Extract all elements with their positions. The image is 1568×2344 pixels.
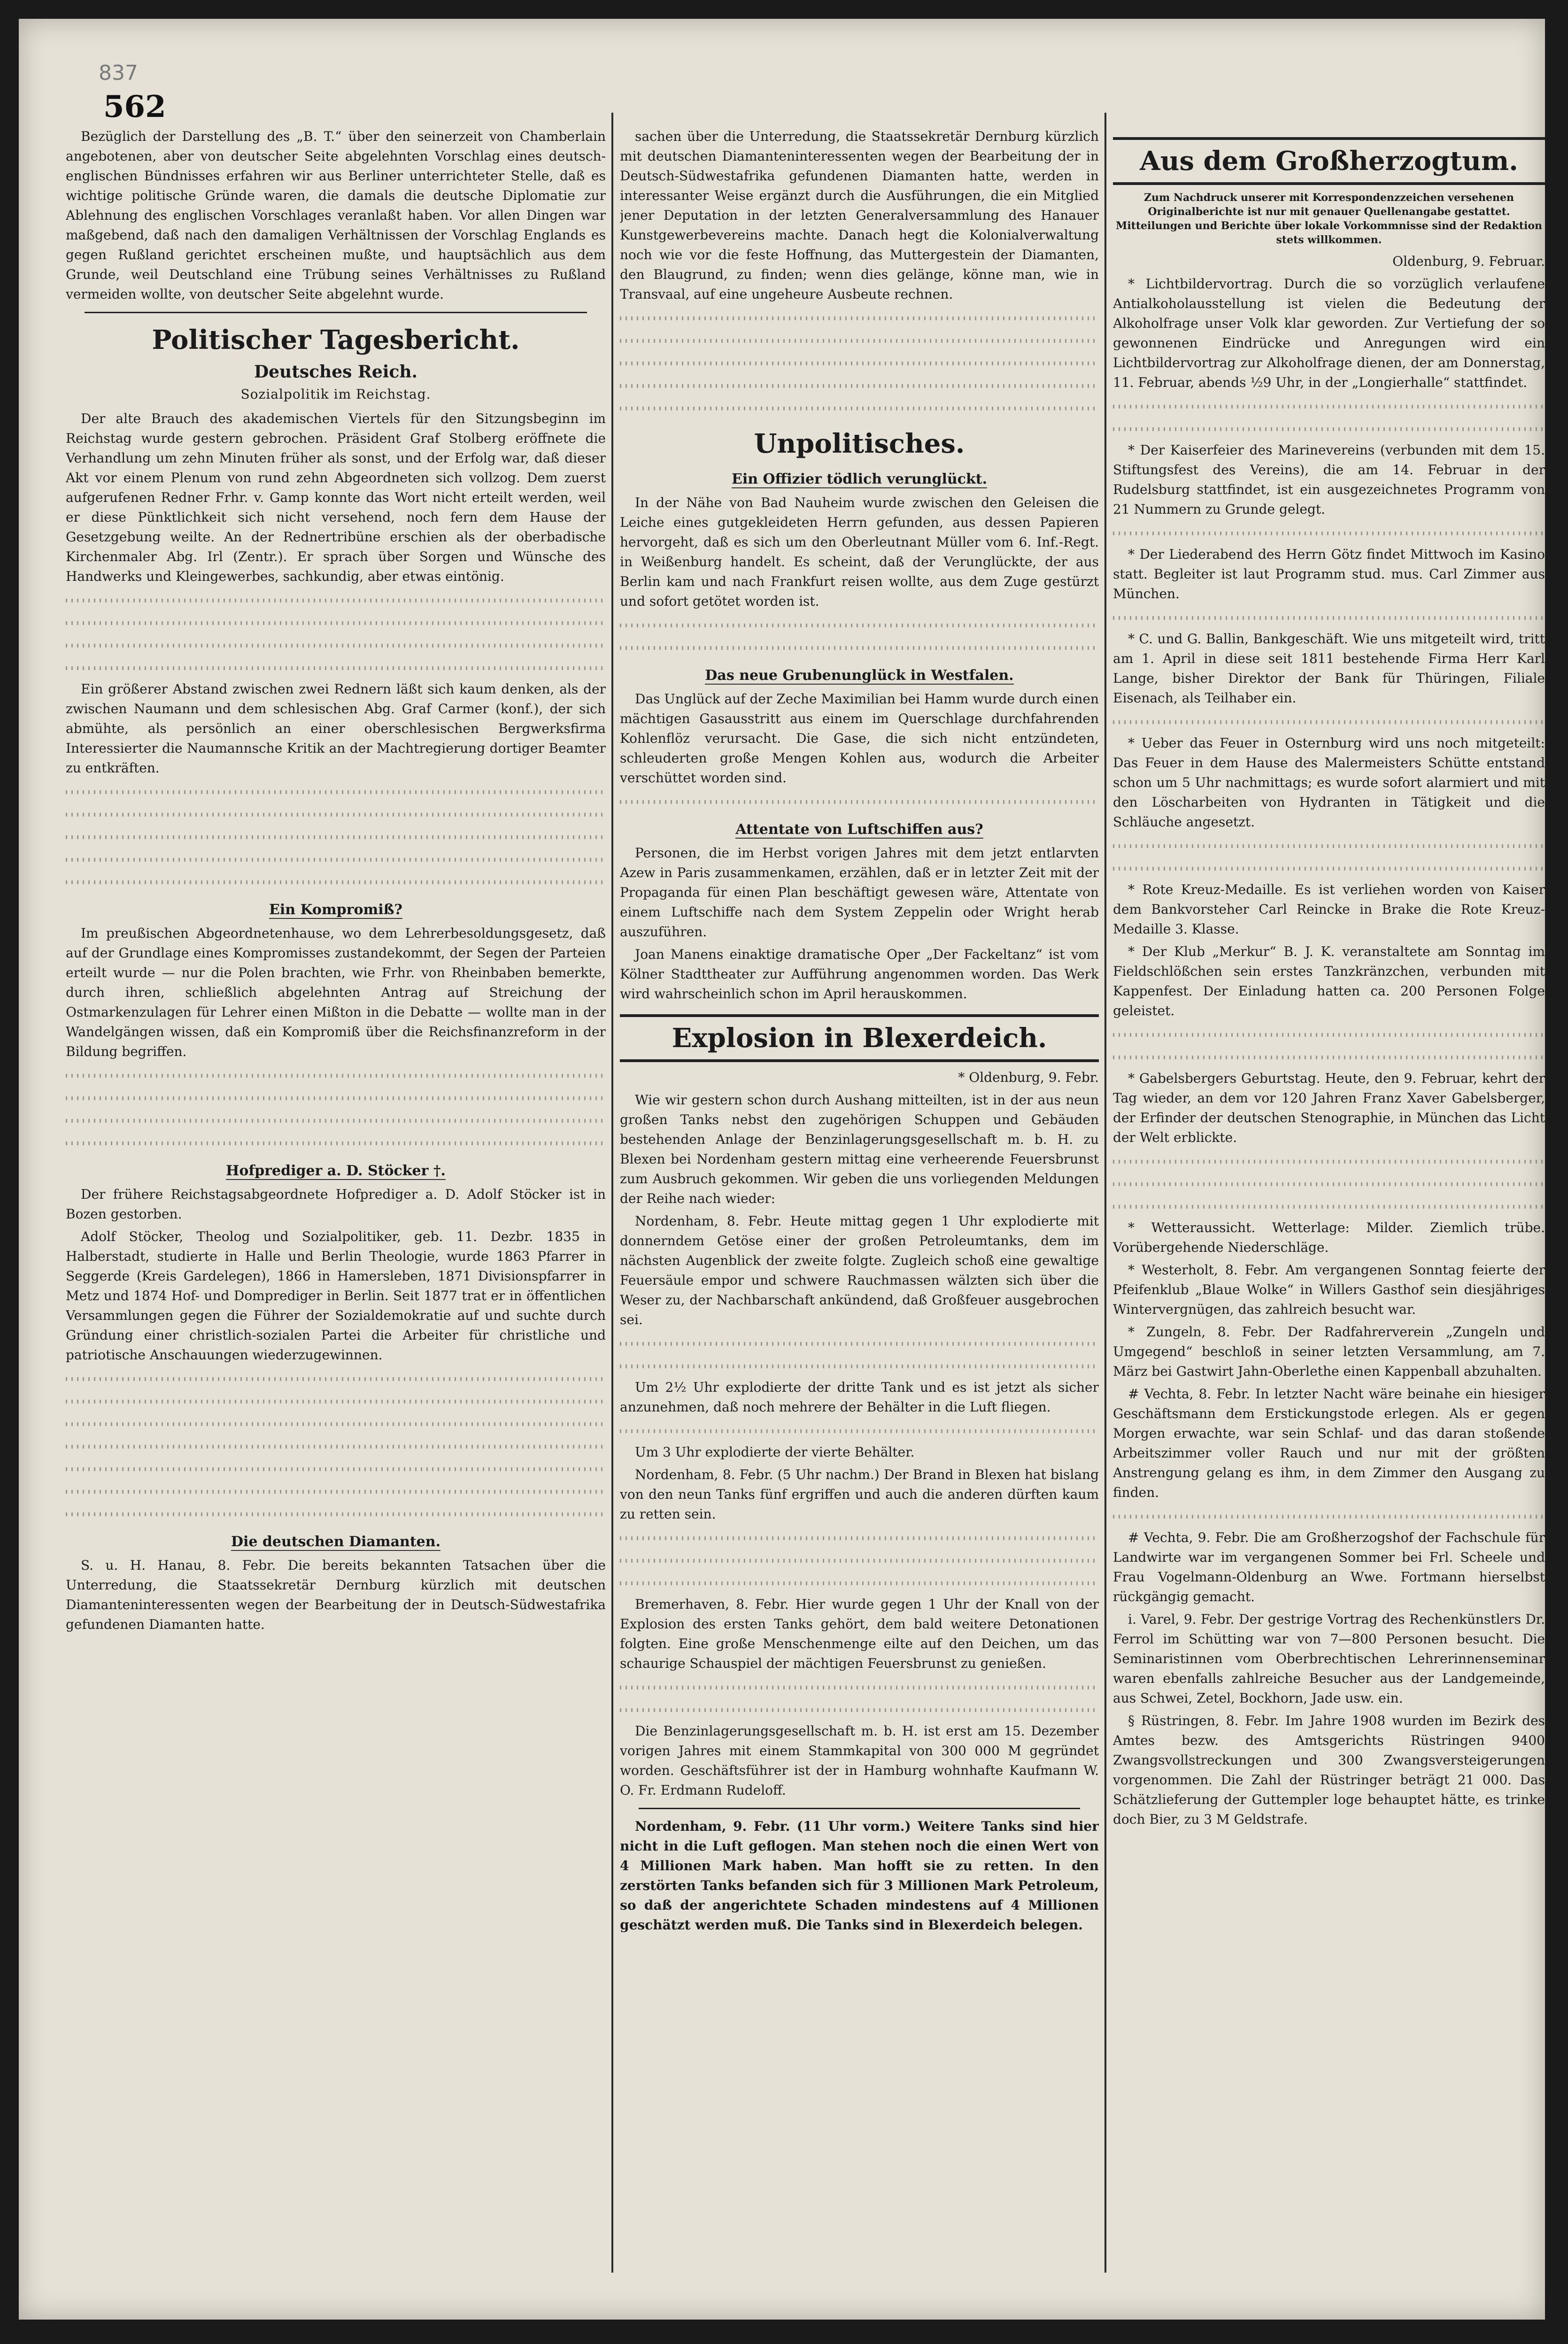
illegible-text	[620, 1676, 1099, 1696]
article-paragraph: * Rote Kreuz-Medaille. Es ist verliehen worden von Kaiser dem Bankvorsteher Carl Reincke in Brake die Rote Kreuz-Medaille 3. Klasse.	[1113, 882, 1545, 937]
illegible-text	[620, 1550, 1099, 1569]
column-left	[66, 127, 606, 2282]
illegible-text	[66, 1368, 606, 1388]
illegible-text	[66, 1435, 606, 1455]
illegible-text	[620, 637, 1099, 656]
illegible-text	[66, 634, 606, 654]
dateline: * Oldenburg, 9. Febr.	[958, 1070, 1099, 1085]
article-paragraph: * Zungeln, 8. Febr. Der Radfahrerverein „Zungeln und Umgegend“ beschloß in seiner letzten Versammlung, am 7. März bei Gastwirt Jahn-Oberlethe einen Kappenball abzuhalten.	[1113, 1324, 1545, 1379]
section-heading: Politischer Tagesbericht.	[152, 324, 520, 355]
newspaper-page	[19, 19, 1545, 2320]
illegible-text	[66, 848, 606, 868]
illegible-text	[620, 307, 1099, 327]
reprint-note: Zum Nachdruck unserer mit Korrespondenzzeichen versehenen Originalberichte ist nur mit genauer Quellenangabe gestattet. Mitteilungen und Berichte über lokale Vorkommnisse sind der Redaktion stets willkommen.	[1115, 192, 1543, 246]
article-paragraph: Nordenham, 8. Febr. Heute mittag gegen 1 Uhr explodierte mit donnerndem Getöse einer der großen Petroleumtanks, dem im nächsten Augenblick der zweite folgte. Zugleich schoß eine gewaltige Feuersäule empor und schwere Rauchmassen wälzten sich über die Weser zu, der Nachbarschaft ankündend, daß Großfeuer ausgebrochen sei.	[620, 1213, 1099, 1327]
illegible-text	[1113, 1173, 1545, 1193]
article-paragraph: Ein größerer Abstand zwischen zwei Rednern läßt sich kaum denken, als der zwischen Naumann und dem schlesischen Abg. Graf Carmer (konf.), der sich abmühte, als persönlich an einer oberschlesischen Bergwerksfirma Interessierter die Naumannsche Kritik an der Machtregierung dortiger Beamter zu entkräften.	[66, 681, 606, 776]
illegible-text	[620, 1572, 1099, 1592]
illegible-text	[66, 612, 606, 632]
article-paragraph: # Vechta, 8. Febr. In letzter Nacht wäre beinahe ein hiesiger Geschäftsmann dem Erstickungstode erlegen. Als er gegen Morgen erwachte, war sein Schlaf- und das daran stoßende Arbeitszimmer voller Rauch und nur mit der größten Anstrengung gelang es ihm, in dem Zimmer den Ausgang zu finden.	[1113, 1386, 1545, 1500]
article-paragraph: sachen über die Unterredung, die Staatssekretär Dernburg kürzlich mit deutschen Diamanteninteressenten wegen der Bearbeitung der in Deutsch-Südwestafrika gefundenen Diamanten hatte, werden in interessanter Weise ergänzt durch die Ausführungen, die ein Mitglied jener Deputation in der letzten Generalversammlung des Hanauer Kunstgewerbevereins machte. Danach hegt die Kolonialverwaltung noch wie vor die feste Hoffnung, das Muttergestein der Diamanten, den Blaugrund, zu finden; wenn dies gelänge, könne man, wie in Transvaal, auf eine ungeheure Ausbeute rechnen.	[620, 129, 1099, 302]
divider	[85, 312, 587, 313]
article-paragraph: * Gabelsbergers Geburtstag. Heute, den 9. Februar, kehrt der Tag wieder, an dem vor 120 Jahren Franz Xaver Gabelsberger, der Erfinder der deutschen Stenographie, in München das Licht der Welt erblickte.	[1113, 1071, 1545, 1145]
illegible-text	[620, 352, 1099, 372]
illegible-text	[620, 1355, 1099, 1375]
illegible-text	[1113, 1505, 1545, 1525]
article-paragraph: § Rüstringen, 8. Febr. Im Jahre 1908 wurden im Bezirk des Amtes bezw. des Amtsgerichts Rüstringen 9400 Zwangsvollstreckungen und 300 Zwangsversteigerungen vorgenommen. Die Zahl der Rüstringer beträgt 21 000. Das Schätzlieferung der Guttempler loge behauptet hätte, es trinke doch Bier, zu 3 M Geldstrafe.	[1113, 1713, 1545, 1827]
column-middle	[620, 127, 1099, 2282]
article-paragraph: * C. und G. Ballin, Bankgeschäft. Wie uns mitgeteilt wird, tritt am 1. April in diese seit 1811 bestehende Firma Herr Karl Lange, bisher Direktor der Bank für Thüringen, Filiale Eisenach, als Teilhaber ein.	[1113, 631, 1545, 706]
illegible-text	[620, 1699, 1099, 1719]
section-heading: Aus dem Großherzogtum.	[1113, 137, 1545, 185]
illegible-text	[66, 1390, 606, 1410]
column-rule	[611, 113, 613, 2273]
article-paragraph: Um 2½ Uhr explodierte der dritte Tank und es ist jetzt als sicher anzunehmen, daß noch mehrere der Behälter in die Luft fliegen.	[620, 1380, 1099, 1415]
column-right	[1113, 127, 1545, 2282]
divider	[639, 1808, 1080, 1809]
article-paragraph: Die Benzinlagerungsgesellschaft m. b. H. ist erst am 15. Dezember vorigen Jahres mit einem Stammkapital von 300 000 M gegründet worden. Geschäftsführer ist der in Hamburg wohnhafte Kaufmann W. O. Fr. Erdmann Rudeloff.	[620, 1723, 1099, 1798]
article-title	[620, 666, 1099, 686]
illegible-text	[66, 1132, 606, 1152]
illegible-text	[620, 1333, 1099, 1352]
pencil-mark: 837	[99, 61, 138, 85]
illegible-text	[66, 1087, 606, 1107]
article-paragraph: * Der Liederabend des Herrn Götz findet Mittwoch im Kasino statt. Begleiter ist laut Programm stud. mus. Carl Zimmer aus München.	[1113, 547, 1545, 601]
article-paragraph: Wie wir gestern schon durch Aushang mitteilten, ist in der aus neun großen Tanks nebst den zugehörigen Schuppen und Gebäuden bestehenden Anlage der Benzinlagerungsgesellschaft m. b. H. zu Blexen bei Nordenham gestern mittag eine verheerende Feuersbrunst zum Ausbruch gekommen. Wir geben die uns vorliegenden Meldungen der Reihe nach wieder:	[620, 1092, 1099, 1206]
article-paragraph: * Lichtbildervortrag. Durch die so vorzüglich verlaufene Antialkoholausstellung ist vielen die Bedeutung der Alkoholfrage unser Volk klar geworden. Zur Vertiefung der so gewonnenen Eindrücke und Anregungen wird ein Lichtbildervortrag zur Alkoholfrage dienen, der am Donnerstag, 11. Februar, abends ½9 Uhr, in der „Longierhalle“ stattfindet.	[1113, 276, 1545, 390]
article-title	[620, 820, 1099, 840]
illegible-text	[66, 781, 606, 801]
illegible-text	[66, 589, 606, 609]
illegible-text	[620, 791, 1099, 810]
article-paragraph: * Wetteraussicht. Wetterlage: Milder. Ziemlich trübe. Vorübergehende Niederschläge.	[1113, 1220, 1545, 1255]
illegible-text	[620, 397, 1099, 417]
article-paragraph: * Westerholt, 8. Febr. Am vergangenen Sonntag feierte der Pfeifenklub „Blaue Wolke“ in Willers Gasthof sein diesjähriges Wintervergnügen, das zahlreich besucht war.	[1113, 1262, 1545, 1317]
article-title	[620, 470, 1099, 489]
article-title-text: Das neue Grubenunglück in Westfalen.	[705, 667, 1014, 684]
section-heading: Unpolitisches.	[754, 428, 965, 459]
section-subheading: Deutsches Reich.	[254, 362, 418, 382]
illegible-text	[1113, 395, 1545, 415]
illegible-text	[66, 803, 606, 823]
article-title-text: Ein Offizier tödlich verunglückt.	[731, 471, 988, 487]
section-heading: Explosion in Blexerdeich.	[620, 1014, 1099, 1062]
illegible-text	[66, 1480, 606, 1500]
article-title	[66, 1161, 606, 1181]
article-paragraph: S. u. H. Hanau, 8. Febr. Die bereits bekannten Tatsachen über die Unterredung, die Staatssekretär Dernburg kürzlich mit deutschen Diamanteninteressenten wegen der Bearbeitung der in Deutsch-Südwestafrika gefundenen Diamanten hatte.	[66, 1558, 606, 1632]
illegible-text	[620, 614, 1099, 634]
illegible-text	[1113, 711, 1545, 731]
article-title	[66, 900, 606, 920]
illegible-text	[66, 1503, 606, 1523]
article-paragraph: * Ueber das Feuer in Osternburg wird uns noch mitgeteilt: Das Feuer in dem Hause des Malermeisters Schütte entstand schon um 5 Uhr nachmittags; es wurde sofort alarmiert und mit den Löscharbeiten von Hydranten in Tätigkeit und die Schläuche angesetzt.	[1113, 735, 1545, 830]
page-number: 562	[103, 89, 166, 124]
article-paragraph: Der frühere Reichstagsabgeordnete Hofprediger a. D. Adolf Stöcker ist in Bozen gestorben.	[66, 1187, 606, 1222]
illegible-text	[66, 1110, 606, 1129]
article-paragraph: Joan Manens einaktige dramatische Oper „Der Fackeltanz“ ist vom Kölner Stadttheater zur Aufführung angenommen worden. Das Werk wird wahrscheinlich schon im April herauskommen.	[620, 947, 1099, 1002]
article-paragraph: Nordenham, 8. Febr. (5 Uhr nachm.) Der Brand in Blexen hat bislang von den neun Tanks fünf ergriffen und auch die anderen dürften kaum zu retten sein.	[620, 1467, 1099, 1522]
illegible-text	[620, 375, 1099, 394]
illegible-text	[66, 871, 606, 891]
article-paragraph: Um 3 Uhr explodierte der vierte Behälter.	[635, 1444, 915, 1460]
illegible-text	[620, 1420, 1099, 1440]
article-title-text: Attentate von Luftschiffen aus?	[735, 821, 983, 838]
article-paragraph: Der alte Brauch des akademischen Viertels für den Sitzungsbeginn im Reichstag wurde gestern gebrochen. Präsident Graf Stolberg eröffnete die Verhandlung um zehn Minuten früher als sonst, und der Erfolg war, daß dieser Akt vor einem Plenum von rund zehn Abgeordneten sich vollzog. Dem zuerst aufgerufenen Redner Frhr. v. Gamp konnte das Wort nicht erteilt werden, weil er diese Pünktlichkeit sich nicht versehend, noch fern dem Hause der Gesetzgebung weilte. An der Rednertribüne erschien als der oberbadische Kirchenmaler Abg. Irl (Zentr.). Er sprach über Sorgen und Wünsche des Handwerks und Kleingewerbes, sachkundig, aber etwas eintönig.	[66, 411, 606, 584]
illegible-text	[1113, 418, 1545, 438]
article-title-text: Die deutschen Diamanten.	[231, 1534, 441, 1550]
article-title	[66, 1532, 606, 1552]
article-paragraph: Bremerhaven, 8. Febr. Hier wurde gegen 1 Uhr der Knall von der Explosion des ersten Tanks gehört, dem bald weitere Detonationen folgten. Eine große Menschenmenge eilte auf den Deichen, um das schaurige Schauspiel der mächtigen Feuersbrunst zu genießen.	[620, 1596, 1099, 1671]
article-paragraph: * Der Klub „Merkur“ B. J. K. veranstaltete am Sonntag im Fieldschlößchen sein erstes Tanzkränzchen, verbunden mit Kappenfest. Der Einladung hatten ca. 200 Personen Folge geleistet.	[1113, 944, 1545, 1018]
article-paragraph: Bezüglich der Darstellung des „B. T.“ über den seinerzeit von Chamberlain angebotenen, aber von deutscher Seite abgelehnten Vorschlag eines deutsch-englischen Bündnisses erfahren wir aus Berliner unterrichteter Stelle, daß es wichtige politische Gründe waren, die damals die deutsche Diplomatie zur Ablehnung des englischen Vorschlages veranlaßt haben. Vor allen Dingen war maßgebend, daß nach den damaligen Verhältnissen der Vorschlag Englands es gegen Rußland gerichtet erscheinen mußte, und hauptsächlich aus dem Grunde, weil Deutschland eine Trübung seines Verhältnisses zu Rußland vermeiden wollte, von deutscher Seite abgelehnt wurde.	[66, 129, 606, 302]
article-paragraph: * Der Kaiserfeier des Marinevereins (verbunden mit dem 15. Stiftungsfest des Vereins), die am 14. Februar in der Rudelsburg stattfindet, ist ein ausgezeichnetes Programm von 21 Nummern zu Grunde gelegt.	[1113, 442, 1545, 517]
article-paragraph: Im preußischen Abgeordnetenhause, wo dem Lehrerbesoldungsgesetz, daß auf der Grundlage eines Kompromisses zustandekommt, der Segen der Parteien erteilt wurde — nur die Polen brachten, wie Frhr. von Rheinbaben bemerkte, durch ihren, schließlich abgelehnten Antrag auf Streichung der Ostmarkenzulagen für Lehrer einen Mißton in die Debatte — wollte man in der Wandelgängen wissen, daß ein Kompromiß über die Reichsfinanzreform in der Bildung begriffen.	[66, 925, 606, 1059]
article-paragraph: Das Unglück auf der Zeche Maximilian bei Hamm wurde durch einen mächtigen Gasausstritt aus einem im Querschlage durchfahrenden Kohlenflöz verursacht. Die Gase, die sich nicht entzündeten, schleuderten große Mengen Kohlen aus, wodurch die Arbeiter verschüttet worden sind.	[620, 691, 1099, 786]
illegible-text	[620, 1527, 1099, 1547]
article-paragraph: Nordenham, 9. Febr. (11 Uhr vorm.) Weitere Tanks sind hier nicht in die Luft geflogen. Man stehen noch die einen Wert von 4 Millionen Mark haben. Man hofft sie zu retten. In den zerstörten Tanks befanden sich für 3 Millionen Mark Petroleum, so daß der angerichtete Schaden mindestens auf 4 Millionen geschätzt werden muß. Die Tanks sind in Blexerdeich belegen.	[620, 1819, 1099, 1933]
article-title-text: Ein Kompromiß?	[269, 902, 402, 918]
article-paragraph: # Vechta, 9. Febr. Die am Großherzogshof der Fachschule für Landwirte war im vergangenen Sommer bei Frl. Scheele und Frau Vogelmann-Oldenburg an Wwe. Fortmann hierselbst rückgängig gemacht.	[1113, 1530, 1545, 1604]
illegible-text	[1113, 835, 1545, 855]
article-paragraph: Personen, die im Herbst vorigen Jahres mit dem jetzt entlarvten Azew in Paris zusammenkamen, erzählen, daß er in letzter Zeit mit der Propaganda für einen Plan beschäftigt gewesen wäre, Attentate von einem Luftschiffe nach dem System Zeppelin oder Wright herab auszuführen.	[620, 845, 1099, 940]
column-rule	[1105, 113, 1106, 2273]
illegible-text	[66, 1064, 606, 1084]
illegible-text	[1113, 1024, 1545, 1043]
illegible-text	[66, 657, 606, 677]
illegible-text	[66, 1458, 606, 1478]
illegible-text	[620, 330, 1099, 349]
illegible-text	[1113, 607, 1545, 626]
illegible-text	[1113, 1150, 1545, 1170]
article-paragraph: In der Nähe von Bad Nauheim wurde zwischen den Geleisen die Leiche eines gutgekleideten Herrn gefunden, aus dessen Papieren hervorgeht, daß es sich um den Oberleutnant Müller vom 6. Inf.-Regt. in Weißenburg handelt. Es scheint, daß der Verunglückte, der aus Berlin kam und nach Frankfurt reisen wollte, aus dem Zuge gestürzt und sofort getötet worden ist.	[620, 495, 1099, 609]
illegible-text	[66, 1413, 606, 1433]
article-title: Sozialpolitik im Reichstag.	[240, 386, 431, 402]
illegible-text	[1113, 1046, 1545, 1066]
illegible-text	[1113, 522, 1545, 542]
illegible-text	[66, 826, 606, 846]
article-title-text: Hofprediger a. D. Stöcker †.	[225, 1163, 446, 1179]
article-paragraph: Adolf Stöcker, Theolog und Sozialpolitiker, geb. 11. Dezbr. 1835 in Halberstadt, studierte in Halle und Berlin Theologie, wurde 1863 Pfarrer in Seggerde (Kreis Gardelegen), 1866 in Hamersleben, 1871 Divisionspfarrer in Metz und 1874 Hof- und Domprediger in Berlin. Seit 1877 trat er in öffentlichen Versammlungen gegen die Führer der Sozialdemokratie auf und suchte durch Gründung einer christlich-sozialen Partei die Arbeiter für christliche und patriotische Anschauungen wiederzugewinnen.	[66, 1229, 606, 1363]
illegible-text	[1113, 857, 1545, 877]
article-paragraph: i. Varel, 9. Febr. Der gestrige Vortrag des Rechenkünstlers Dr. Ferrol im Schütting war von 7—800 Personen besucht. Die Seminaristinnen vom Oberbrechtischen Lehrerinnenseminar waren ebenfalls zahlreiche Besucher aus der Landgemeinde, aus Schwei, Zetel, Bockhorn, Jade usw. ein.	[1113, 1612, 1545, 1706]
dateline: Oldenburg, 9. Februar.	[1392, 254, 1545, 269]
illegible-text	[1113, 1195, 1545, 1215]
